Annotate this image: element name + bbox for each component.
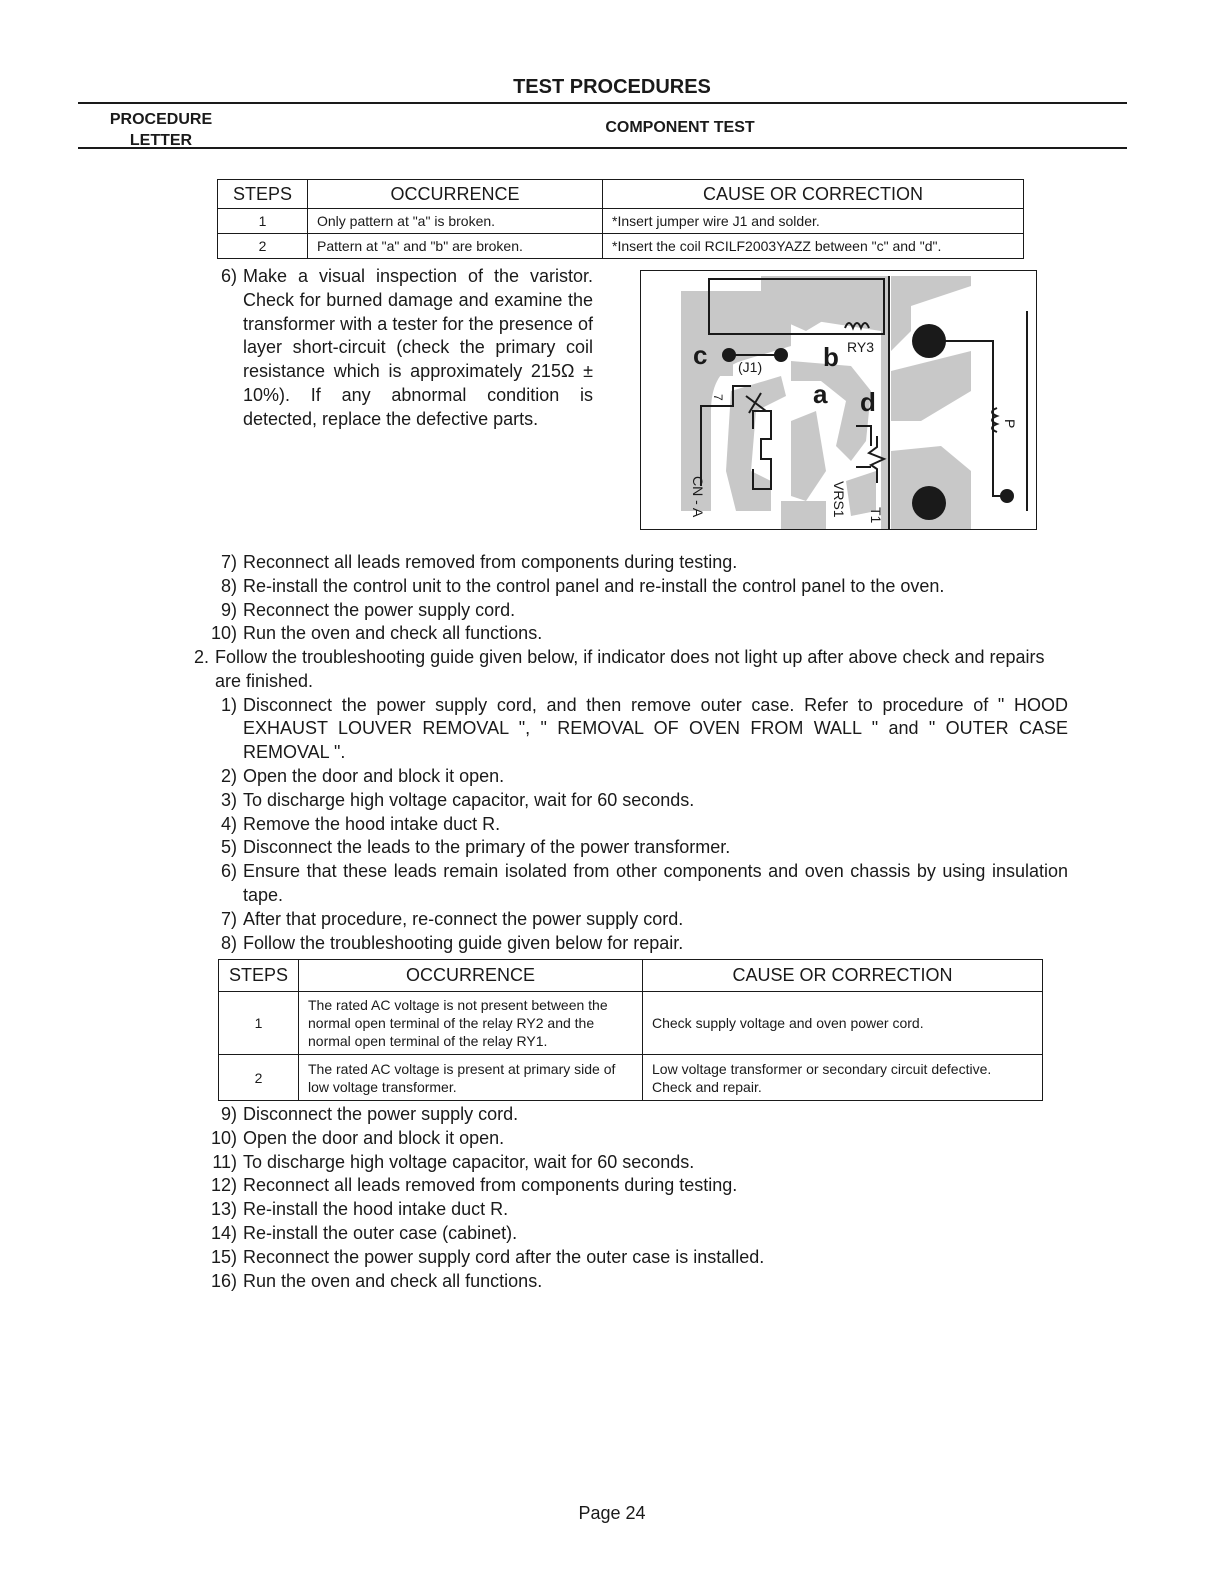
label-c: c <box>693 340 708 370</box>
item-number: 10) <box>210 623 237 644</box>
header-rule-bottom <box>78 147 1127 149</box>
item-number: 4) <box>220 813 237 834</box>
col-steps: STEPS <box>218 180 308 209</box>
coil-p <box>992 408 997 432</box>
item-number: 14) <box>210 1222 237 1243</box>
step-cell: 2 <box>219 1055 299 1101</box>
item-text: Remove the hood intake duct R. <box>243 813 501 834</box>
list-item <box>203 694 1068 765</box>
label-ry3: RY3 <box>847 339 874 355</box>
item-text: Open the door and block it open. <box>243 765 505 786</box>
steps-7-10-list <box>203 551 1073 646</box>
item-number: 7) <box>220 908 237 929</box>
occurrence-cell: The rated AC voltage is present at primary side of low voltage transformer. <box>299 1055 643 1101</box>
page-number: Page 24 <box>578 1503 646 1523</box>
label-p: P <box>1002 419 1018 429</box>
step-6-list <box>203 265 593 432</box>
label-j1: (J1) <box>738 359 763 375</box>
item-text: Disconnect the power supply cord, and then remove outer case. Refer to procedure of " HOOD EXHAUST LOUVER REMOVAL ", " REMOVAL OF OVEN FROM WALL " and " OUTER CASE REMOVAL ". <box>243 694 1068 763</box>
item-text: Re-install the control unit to the control panel and re-install the control panel to the oven. <box>243 575 945 596</box>
item-number: 2) <box>220 765 237 786</box>
procedure-letter-line2: LETTER <box>129 132 193 149</box>
list-item <box>203 1174 1073 1198</box>
pad-c <box>722 348 736 362</box>
item-text: After that procedure, re-connect the power supply cord. <box>243 908 684 929</box>
trace <box>781 501 826 529</box>
item-text: Reconnect the power supply cord. <box>243 599 516 620</box>
item-number: 5) <box>220 837 237 858</box>
item-number: 16) <box>210 1270 237 1291</box>
list-item <box>203 622 1073 646</box>
item-number: 8) <box>220 932 237 953</box>
item-text: Reconnect all leads removed from components during testing. <box>243 1175 738 1196</box>
table-row <box>219 1055 1043 1101</box>
col-occurrence: OCCURRENCE <box>299 960 643 992</box>
table-row <box>218 209 1024 234</box>
item-text: Run the oven and check all functions. <box>243 1270 543 1291</box>
pcb-pattern-diagram <box>640 270 1037 530</box>
list-item <box>203 789 1068 813</box>
item-number: 10) <box>210 1127 237 1148</box>
list-item <box>203 813 1068 837</box>
procedure-letter-heading <box>96 109 226 151</box>
list-item <box>203 1103 1073 1127</box>
trace <box>726 376 786 511</box>
label-t1: T1 <box>868 507 884 524</box>
item-number: 13) <box>210 1199 237 1220</box>
list-item <box>203 1246 1073 1270</box>
item-text: To discharge high voltage capacitor, wait for 60 seconds. <box>243 1151 695 1172</box>
terminal-top <box>912 324 946 358</box>
header-rule-top <box>78 102 1127 104</box>
list-item <box>203 1270 1073 1294</box>
label-cn-a: CN - A <box>690 476 706 518</box>
item-number: 1) <box>220 694 237 715</box>
item-number: 6) <box>220 266 237 286</box>
step-cell: 1 <box>218 209 308 234</box>
item-number: 2. <box>193 647 209 667</box>
list-item <box>203 765 1068 789</box>
label-vrs1: VRS1 <box>831 481 847 518</box>
item-text: Follow the troubleshooting guide given below, if indicator does not light up after above check and repairs are finished. <box>215 647 1045 691</box>
pcb-svg <box>641 271 1036 529</box>
section-heading: COMPONENT TEST <box>605 119 755 136</box>
occurrence-cell: Only pattern at "a" is broken. <box>308 209 603 234</box>
col-steps: STEPS <box>219 960 299 992</box>
table-row <box>218 234 1024 259</box>
item-text: Re-install the outer case (cabinet). <box>243 1222 518 1243</box>
cause-cell: *Insert the coil RCILF2003YAZZ between "c" and "d". <box>603 234 1024 259</box>
item-text: Follow the troubleshooting guide given below for repair. <box>243 932 684 953</box>
list-item <box>203 599 1073 623</box>
item-text: Reconnect the power supply cord after the outer case is installed. <box>243 1246 765 1267</box>
list-item <box>203 575 1073 599</box>
table-header-row <box>219 960 1043 992</box>
trace <box>711 316 733 376</box>
item-number: 9) <box>220 599 237 620</box>
pad-b <box>774 348 788 362</box>
list-item <box>175 646 1068 694</box>
item-number: 12) <box>210 1175 237 1196</box>
item-text: Open the door and block it open. <box>243 1127 505 1148</box>
col-cause: CAUSE OR CORRECTION <box>603 180 1024 209</box>
list-item <box>203 265 593 432</box>
list-item <box>203 1127 1073 1151</box>
item-number: 6) <box>220 861 237 882</box>
trace <box>791 411 826 501</box>
table-header-row <box>218 180 1024 209</box>
list-item <box>203 932 1068 956</box>
list-item <box>203 836 1068 860</box>
item-2-substeps <box>203 694 1068 956</box>
item-text: Ensure that these leads remain isolated from other components and oven chassis by using insulation tape. <box>243 861 1068 905</box>
cause-cell: *Insert jumper wire J1 and solder. <box>603 209 1024 234</box>
item-text: Disconnect the leads to the primary of the power transformer. <box>243 837 731 858</box>
cause-cell: Low voltage transformer or secondary circuit defective. Check and repair. <box>643 1055 1043 1101</box>
trace <box>891 351 971 421</box>
list-item <box>203 1222 1073 1246</box>
item-text: Disconnect the power supply cord. <box>243 1104 519 1124</box>
item-2-block <box>175 646 1068 955</box>
troubleshooting-table <box>218 959 1043 1101</box>
item-text: Reconnect all leads removed from components during testing. <box>243 552 738 572</box>
terminal-bottom <box>912 486 946 520</box>
procedure-letter-line1: PROCEDURE <box>109 111 213 128</box>
item-text: To discharge high voltage capacitor, wait for 60 seconds. <box>243 789 695 810</box>
item-number: 8) <box>220 575 237 596</box>
item-number: 7) <box>220 552 237 572</box>
label-d: d <box>860 387 876 417</box>
pattern-break-table <box>217 179 1024 259</box>
steps-9-16-list <box>203 1103 1073 1293</box>
page-title: TEST PROCEDURES <box>513 76 711 98</box>
list-item <box>203 1151 1073 1175</box>
item-text: Re-install the hood intake duct R. <box>243 1199 509 1220</box>
item-number: 11) <box>212 1151 237 1172</box>
step-cell: 1 <box>219 992 299 1055</box>
item-number: 9) <box>220 1104 237 1124</box>
label-a: a <box>813 379 828 409</box>
item-number: 15) <box>210 1246 237 1267</box>
item-text: Run the oven and check all functions. <box>243 623 543 644</box>
list-item <box>203 1198 1073 1222</box>
occurrence-cell: The rated AC voltage is not present between the normal open terminal of the relay RY2 and the normal open terminal of the relay RY1. <box>299 992 643 1055</box>
terminal-dot <box>1000 489 1014 503</box>
item-number: 3) <box>220 789 237 810</box>
list-item <box>203 551 1073 575</box>
item-text: Make a visual inspection of the varistor. Check for burned damage and examine the transformer with a tester for the presence of layer short-circuit (check the primary coil resistance which is approximately 215Ω ± 10%). If any abnormal condition is detected, replace the defective parts. <box>243 266 593 429</box>
cause-cell: Check supply voltage and oven power cord. <box>643 992 1043 1055</box>
list-item <box>203 860 1068 908</box>
occurrence-cell: Pattern at "a" and "b" are broken. <box>308 234 603 259</box>
table-row <box>219 992 1043 1055</box>
list-item <box>203 908 1068 932</box>
col-occurrence: OCCURRENCE <box>308 180 603 209</box>
label-b: b <box>823 342 839 372</box>
step-cell: 2 <box>218 234 308 259</box>
label-seven: 7 <box>711 394 725 401</box>
col-cause: CAUSE OR CORRECTION <box>643 960 1043 992</box>
